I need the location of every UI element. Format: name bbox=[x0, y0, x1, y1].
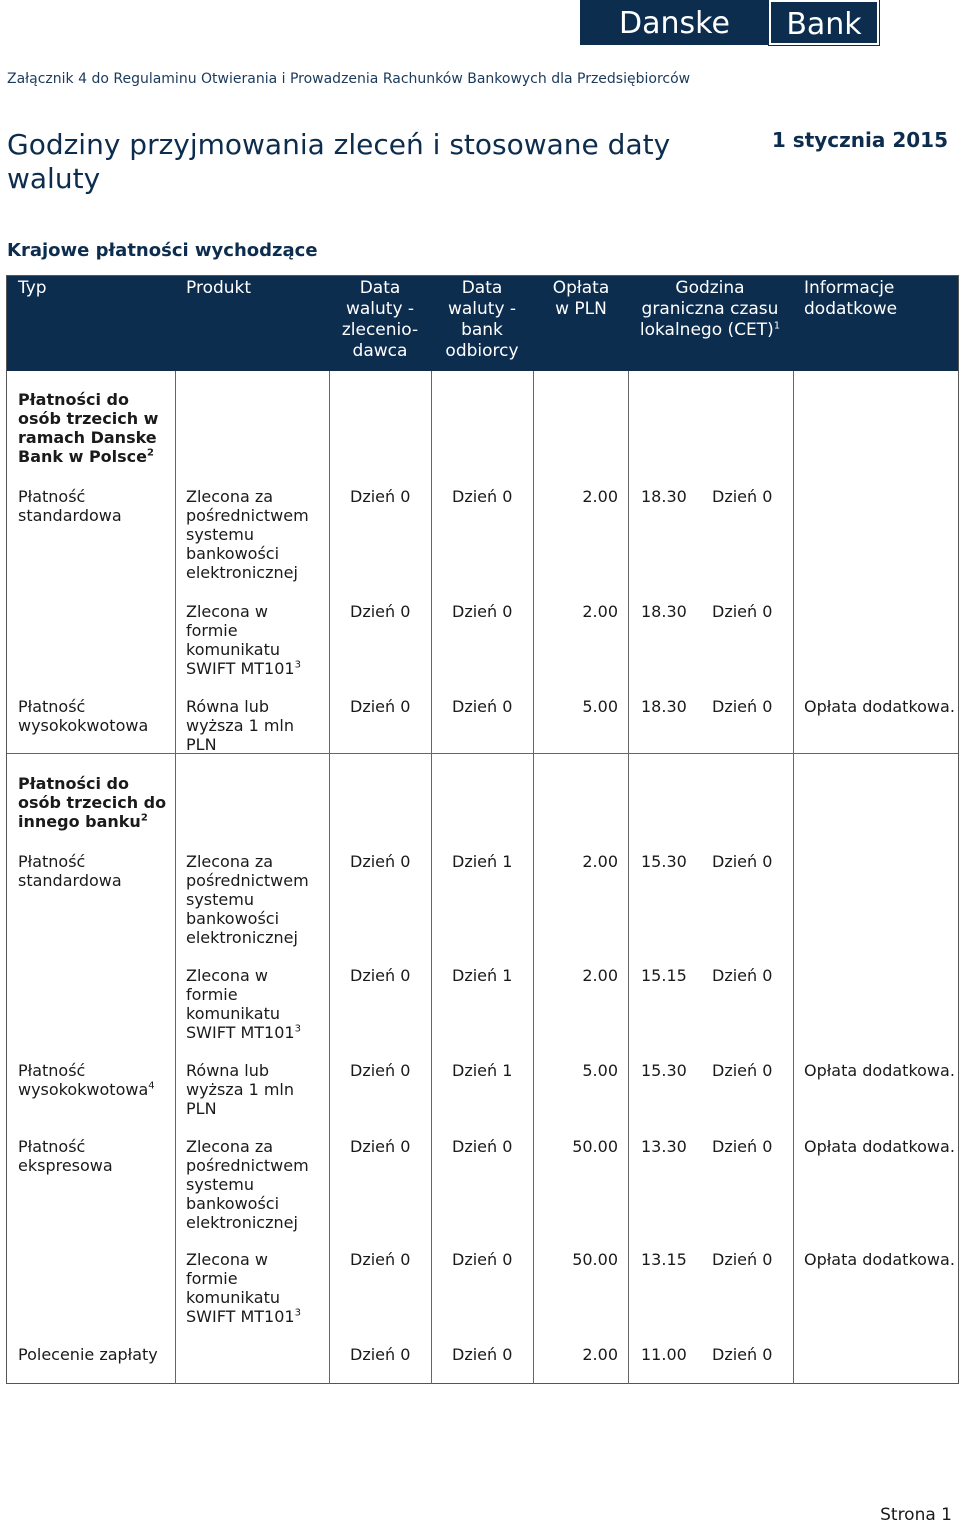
grid-line bbox=[793, 371, 794, 1384]
page-number: Strona 1 bbox=[880, 1505, 952, 1525]
cell-produkt bbox=[186, 602, 316, 678]
cell-dzien: Dzień 0 bbox=[712, 1345, 773, 1364]
cell-info: Opłata dodatkowa. bbox=[804, 1061, 955, 1080]
logo-part-danske: Danske bbox=[580, 0, 769, 45]
cell-typ: Płatność standardowa bbox=[18, 487, 122, 525]
cell-data-bank: Dzień 1 bbox=[452, 966, 513, 985]
cell-data-zlec: Dzień 0 bbox=[350, 487, 411, 506]
document-title: Godziny przyjmowania zleceń i stosowane daty waluty bbox=[7, 128, 671, 195]
cell-oplata: 50.00 bbox=[572, 1137, 618, 1156]
cell-data-zlec: Dzień 0 bbox=[350, 1250, 411, 1269]
grid-line bbox=[175, 371, 176, 1384]
cell-data-zlec: Dzień 0 bbox=[350, 1345, 411, 1364]
cell-typ-footnote: 4 bbox=[148, 1080, 155, 1092]
cell-godzina: 11.00 bbox=[641, 1345, 687, 1364]
cell-data-zlec: Dzień 0 bbox=[350, 966, 411, 985]
danske-bank-logo bbox=[580, 0, 879, 45]
group-label-domestic bbox=[18, 390, 168, 466]
cell-data-bank: Dzień 1 bbox=[452, 1061, 513, 1080]
document-subtitle: Załącznik 4 do Regulaminu Otwierania i Prowadzenia Rachunków Bankowych dla Przedsiębiorców bbox=[7, 71, 691, 87]
cell-dzien: Dzień 0 bbox=[712, 1250, 773, 1269]
header-oplata: Opłata w PLN bbox=[552, 278, 610, 319]
cell-oplata: 2.00 bbox=[582, 852, 618, 871]
cell-data-zlec: Dzień 0 bbox=[350, 852, 411, 871]
cell-dzien: Dzień 0 bbox=[712, 966, 773, 985]
table-header bbox=[7, 276, 958, 371]
cell-godzina: 18.30 bbox=[641, 602, 687, 621]
cell-dzien: Dzień 0 bbox=[712, 487, 773, 506]
cell-info: Opłata dodatkowa. bbox=[804, 1137, 955, 1156]
cell-godzina: 15.30 bbox=[641, 852, 687, 871]
header-typ: Typ bbox=[18, 278, 47, 298]
cell-data-bank: Dzień 0 bbox=[452, 1345, 513, 1364]
cell-produkt: Zlecona za pośrednictwem systemu bankowości elektronicznej bbox=[186, 487, 309, 582]
cell-dzien: Dzień 0 bbox=[712, 602, 773, 621]
header-informacje: Informacje dodatkowe bbox=[804, 278, 898, 319]
grid-line bbox=[329, 371, 330, 1384]
cell-produkt-footnote: 3 bbox=[294, 1307, 301, 1319]
group-label-other-bank bbox=[18, 774, 168, 831]
group-label-text: Płatności do osób trzecich w ramach Danske Bank w Polsce bbox=[18, 390, 159, 466]
group-divider bbox=[7, 753, 958, 754]
group-label-text: Płatności do osób trzecich do innego banku bbox=[18, 774, 167, 831]
header-produkt: Produkt bbox=[186, 278, 252, 298]
cell-data-bank: Dzień 0 bbox=[452, 487, 513, 506]
grid-line bbox=[628, 371, 629, 1384]
cell-oplata: 2.00 bbox=[582, 487, 618, 506]
cell-oplata: 2.00 bbox=[582, 1345, 618, 1364]
cell-produkt bbox=[186, 1250, 316, 1326]
cell-godzina: 18.30 bbox=[641, 697, 687, 716]
cutoff-table bbox=[6, 275, 959, 1384]
cell-typ: Płatność standardowa bbox=[18, 852, 122, 890]
header-godzina-text: Godzina graniczna czasu lokalnego (CET) bbox=[639, 278, 779, 340]
cell-typ: Płatność ekspresowa bbox=[18, 1137, 113, 1175]
cell-dzien: Dzień 0 bbox=[712, 1061, 773, 1080]
cell-produkt: Zlecona za pośrednictwem systemu bankowości elektronicznej bbox=[186, 852, 309, 947]
cell-oplata: 5.00 bbox=[582, 1061, 618, 1080]
cell-data-bank: Dzień 0 bbox=[452, 1250, 513, 1269]
logo-part-bank: Bank bbox=[769, 0, 879, 45]
cell-godzina: 13.30 bbox=[641, 1137, 687, 1156]
cell-data-bank: Dzień 0 bbox=[452, 602, 513, 621]
grid-line bbox=[533, 371, 534, 1384]
cell-dzien: Dzień 0 bbox=[712, 697, 773, 716]
cell-info: Opłata dodatkowa. bbox=[804, 1250, 955, 1269]
cell-produkt-footnote: 3 bbox=[294, 659, 301, 671]
cell-produkt-text: Zlecona w formie komunikatu SWIFT MT101 bbox=[186, 966, 295, 1042]
group-footnote: 2 bbox=[140, 812, 148, 824]
cell-data-bank: Dzień 1 bbox=[452, 852, 513, 871]
cell-oplata: 2.00 bbox=[582, 602, 618, 621]
cell-produkt: Równa lub wyższa 1 mln PLN bbox=[186, 1061, 295, 1118]
cell-godzina: 18.30 bbox=[641, 487, 687, 506]
cell-produkt bbox=[186, 966, 316, 1042]
cell-oplata: 2.00 bbox=[582, 966, 618, 985]
section-title: Krajowe płatności wychodzące bbox=[7, 240, 318, 261]
cell-data-zlec: Dzień 0 bbox=[350, 697, 411, 716]
header-godzina bbox=[635, 276, 785, 371]
cell-typ bbox=[18, 1061, 168, 1099]
grid-line bbox=[431, 371, 432, 1384]
cell-data-zlec: Dzień 0 bbox=[350, 1137, 411, 1156]
cell-produkt-text: Zlecona w formie komunikatu SWIFT MT101 bbox=[186, 1250, 295, 1326]
document-date: 1 stycznia 2015 bbox=[771, 128, 948, 152]
header-godzina-footnote: 1 bbox=[773, 320, 781, 332]
cell-data-bank: Dzień 0 bbox=[452, 697, 513, 716]
cell-godzina: 15.30 bbox=[641, 1061, 687, 1080]
cell-dzien: Dzień 0 bbox=[712, 852, 773, 871]
cell-typ: Polecenie zapłaty bbox=[18, 1345, 158, 1364]
cell-godzina: 15.15 bbox=[641, 966, 687, 985]
cell-produkt-text: Zlecona w formie komunikatu SWIFT MT101 bbox=[186, 602, 295, 678]
cell-godzina: 13.15 bbox=[641, 1250, 687, 1269]
cell-typ-text: Płatność wysokokwotowa bbox=[18, 1061, 149, 1099]
cell-data-zlec: Dzień 0 bbox=[350, 1061, 411, 1080]
cell-data-bank: Dzień 0 bbox=[452, 1137, 513, 1156]
group-footnote: 2 bbox=[147, 447, 154, 459]
header-data-zleceniodawca: Data waluty - zlecenio-dawca bbox=[341, 278, 419, 361]
cell-produkt-footnote: 3 bbox=[294, 1023, 301, 1035]
cell-info: Opłata dodatkowa. bbox=[804, 697, 955, 716]
cell-produkt: Zlecona za pośrednictwem systemu bankowości elektronicznej bbox=[186, 1137, 309, 1232]
cell-oplata: 50.00 bbox=[572, 1250, 618, 1269]
cell-typ: Płatność wysokokwotowa bbox=[18, 697, 149, 735]
header-data-bank-odbiorcy: Data waluty - bank odbiorcy bbox=[445, 278, 519, 361]
cell-dzien: Dzień 0 bbox=[712, 1137, 773, 1156]
cell-oplata: 5.00 bbox=[582, 697, 618, 716]
cell-data-zlec: Dzień 0 bbox=[350, 602, 411, 621]
cell-produkt: Równa lub wyższa 1 mln PLN bbox=[186, 697, 295, 754]
